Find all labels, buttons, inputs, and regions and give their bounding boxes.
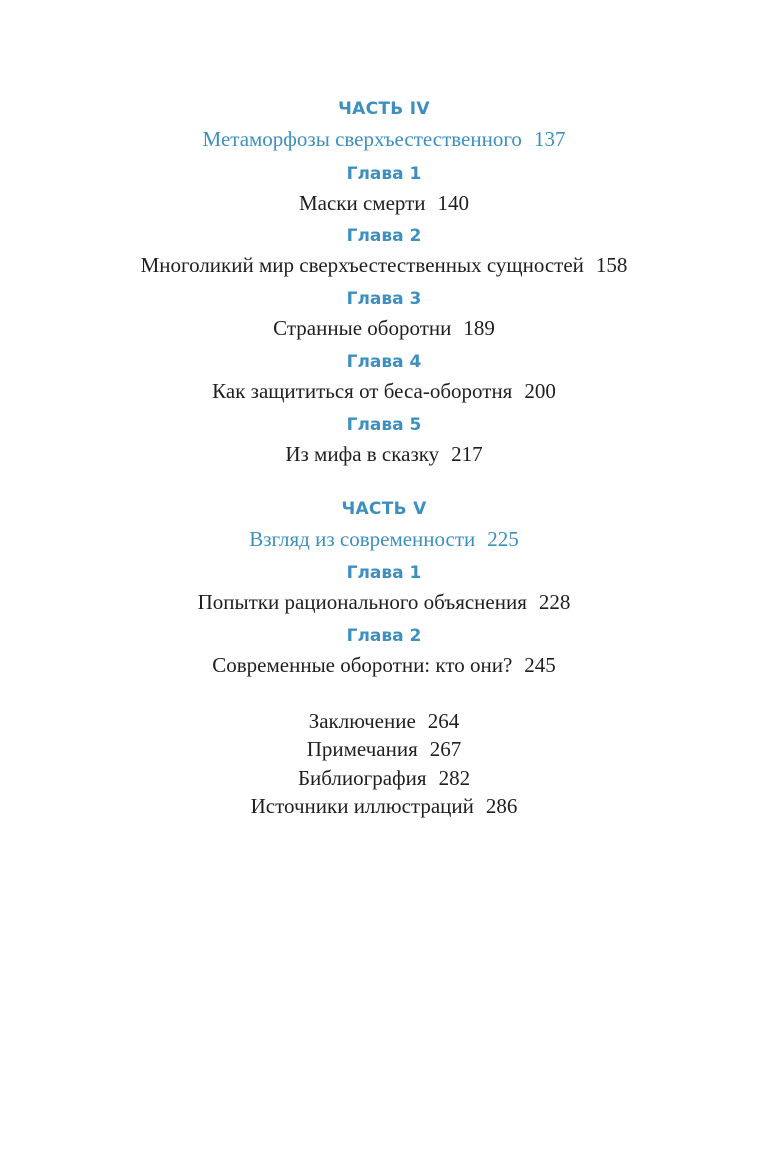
part-iv-label: ЧАСТЬ IV xyxy=(338,99,430,119)
chapter-page: 189 xyxy=(463,316,495,340)
part-iv-chapter-4-line xyxy=(0,381,768,402)
part-iv-chapter-1-line xyxy=(0,193,768,214)
part-v-page: 225 xyxy=(487,527,519,551)
back-matter-title: Примечания xyxy=(306,737,418,761)
part-iv-chapter-4-label: Глава 4 xyxy=(346,352,422,372)
back-matter-illustrations-line xyxy=(0,796,768,817)
back-matter-page: 267 xyxy=(429,737,462,761)
part-v-title-line xyxy=(0,529,768,550)
part-v-chapter-2-label: Глава 2 xyxy=(346,626,422,646)
part-iv-chapter-3-line xyxy=(0,318,768,339)
chapter-title: Попытки рационального объяснения xyxy=(197,590,527,614)
back-matter-bibliography-line xyxy=(0,768,768,789)
chapter-title: Современные оборотни: кто они? xyxy=(212,653,513,677)
chapter-page: 217 xyxy=(451,442,483,466)
part-iv-page: 137 xyxy=(533,127,566,151)
back-matter-page: 264 xyxy=(427,709,460,733)
back-matter-conclusion-line xyxy=(0,711,768,732)
chapter-title: Как защититься от беса-оборотня xyxy=(212,379,513,403)
back-matter-title: Заключение xyxy=(308,709,416,733)
back-matter-page: 282 xyxy=(438,766,471,790)
part-v-chapter-1-label: Глава 1 xyxy=(346,563,422,583)
part-iv-title: Метаморфозы сверхъестественного xyxy=(202,127,522,151)
chapter-page: 228 xyxy=(538,590,571,614)
chapter-title: Из мифа в сказку xyxy=(285,442,440,466)
part-iv-chapter-1-label: Глава 1 xyxy=(346,164,422,184)
back-matter-page: 286 xyxy=(485,794,518,818)
part-iv-chapter-3-label: Глава 3 xyxy=(346,289,422,309)
chapter-title: Маски смерти xyxy=(298,191,426,215)
part-v-title: Взгляд из современности xyxy=(249,527,476,551)
part-iv-chapter-5-line xyxy=(0,444,768,465)
part-iv-title-line xyxy=(0,129,768,150)
part-iv-chapter-5-label: Глава 5 xyxy=(346,415,422,435)
chapter-page: 140 xyxy=(437,191,470,215)
chapter-title: Странные оборотни xyxy=(273,316,452,340)
chapter-title: Многоликий мир сверхъестественных сущностей xyxy=(140,253,584,277)
part-v-chapter-1-line xyxy=(0,592,768,613)
chapter-page: 245 xyxy=(524,653,556,677)
part-v-label: ЧАСТЬ V xyxy=(341,499,427,519)
chapter-page: 158 xyxy=(595,253,628,277)
back-matter-title: Библиография xyxy=(297,766,427,790)
chapter-page: 200 xyxy=(524,379,556,403)
back-matter-title: Источники иллюстраций xyxy=(250,794,474,818)
part-v-chapter-2-line xyxy=(0,655,768,676)
part-iv-chapter-2-line xyxy=(0,255,768,276)
back-matter-notes-line xyxy=(0,739,768,760)
part-iv-chapter-2-label: Глава 2 xyxy=(346,226,422,246)
